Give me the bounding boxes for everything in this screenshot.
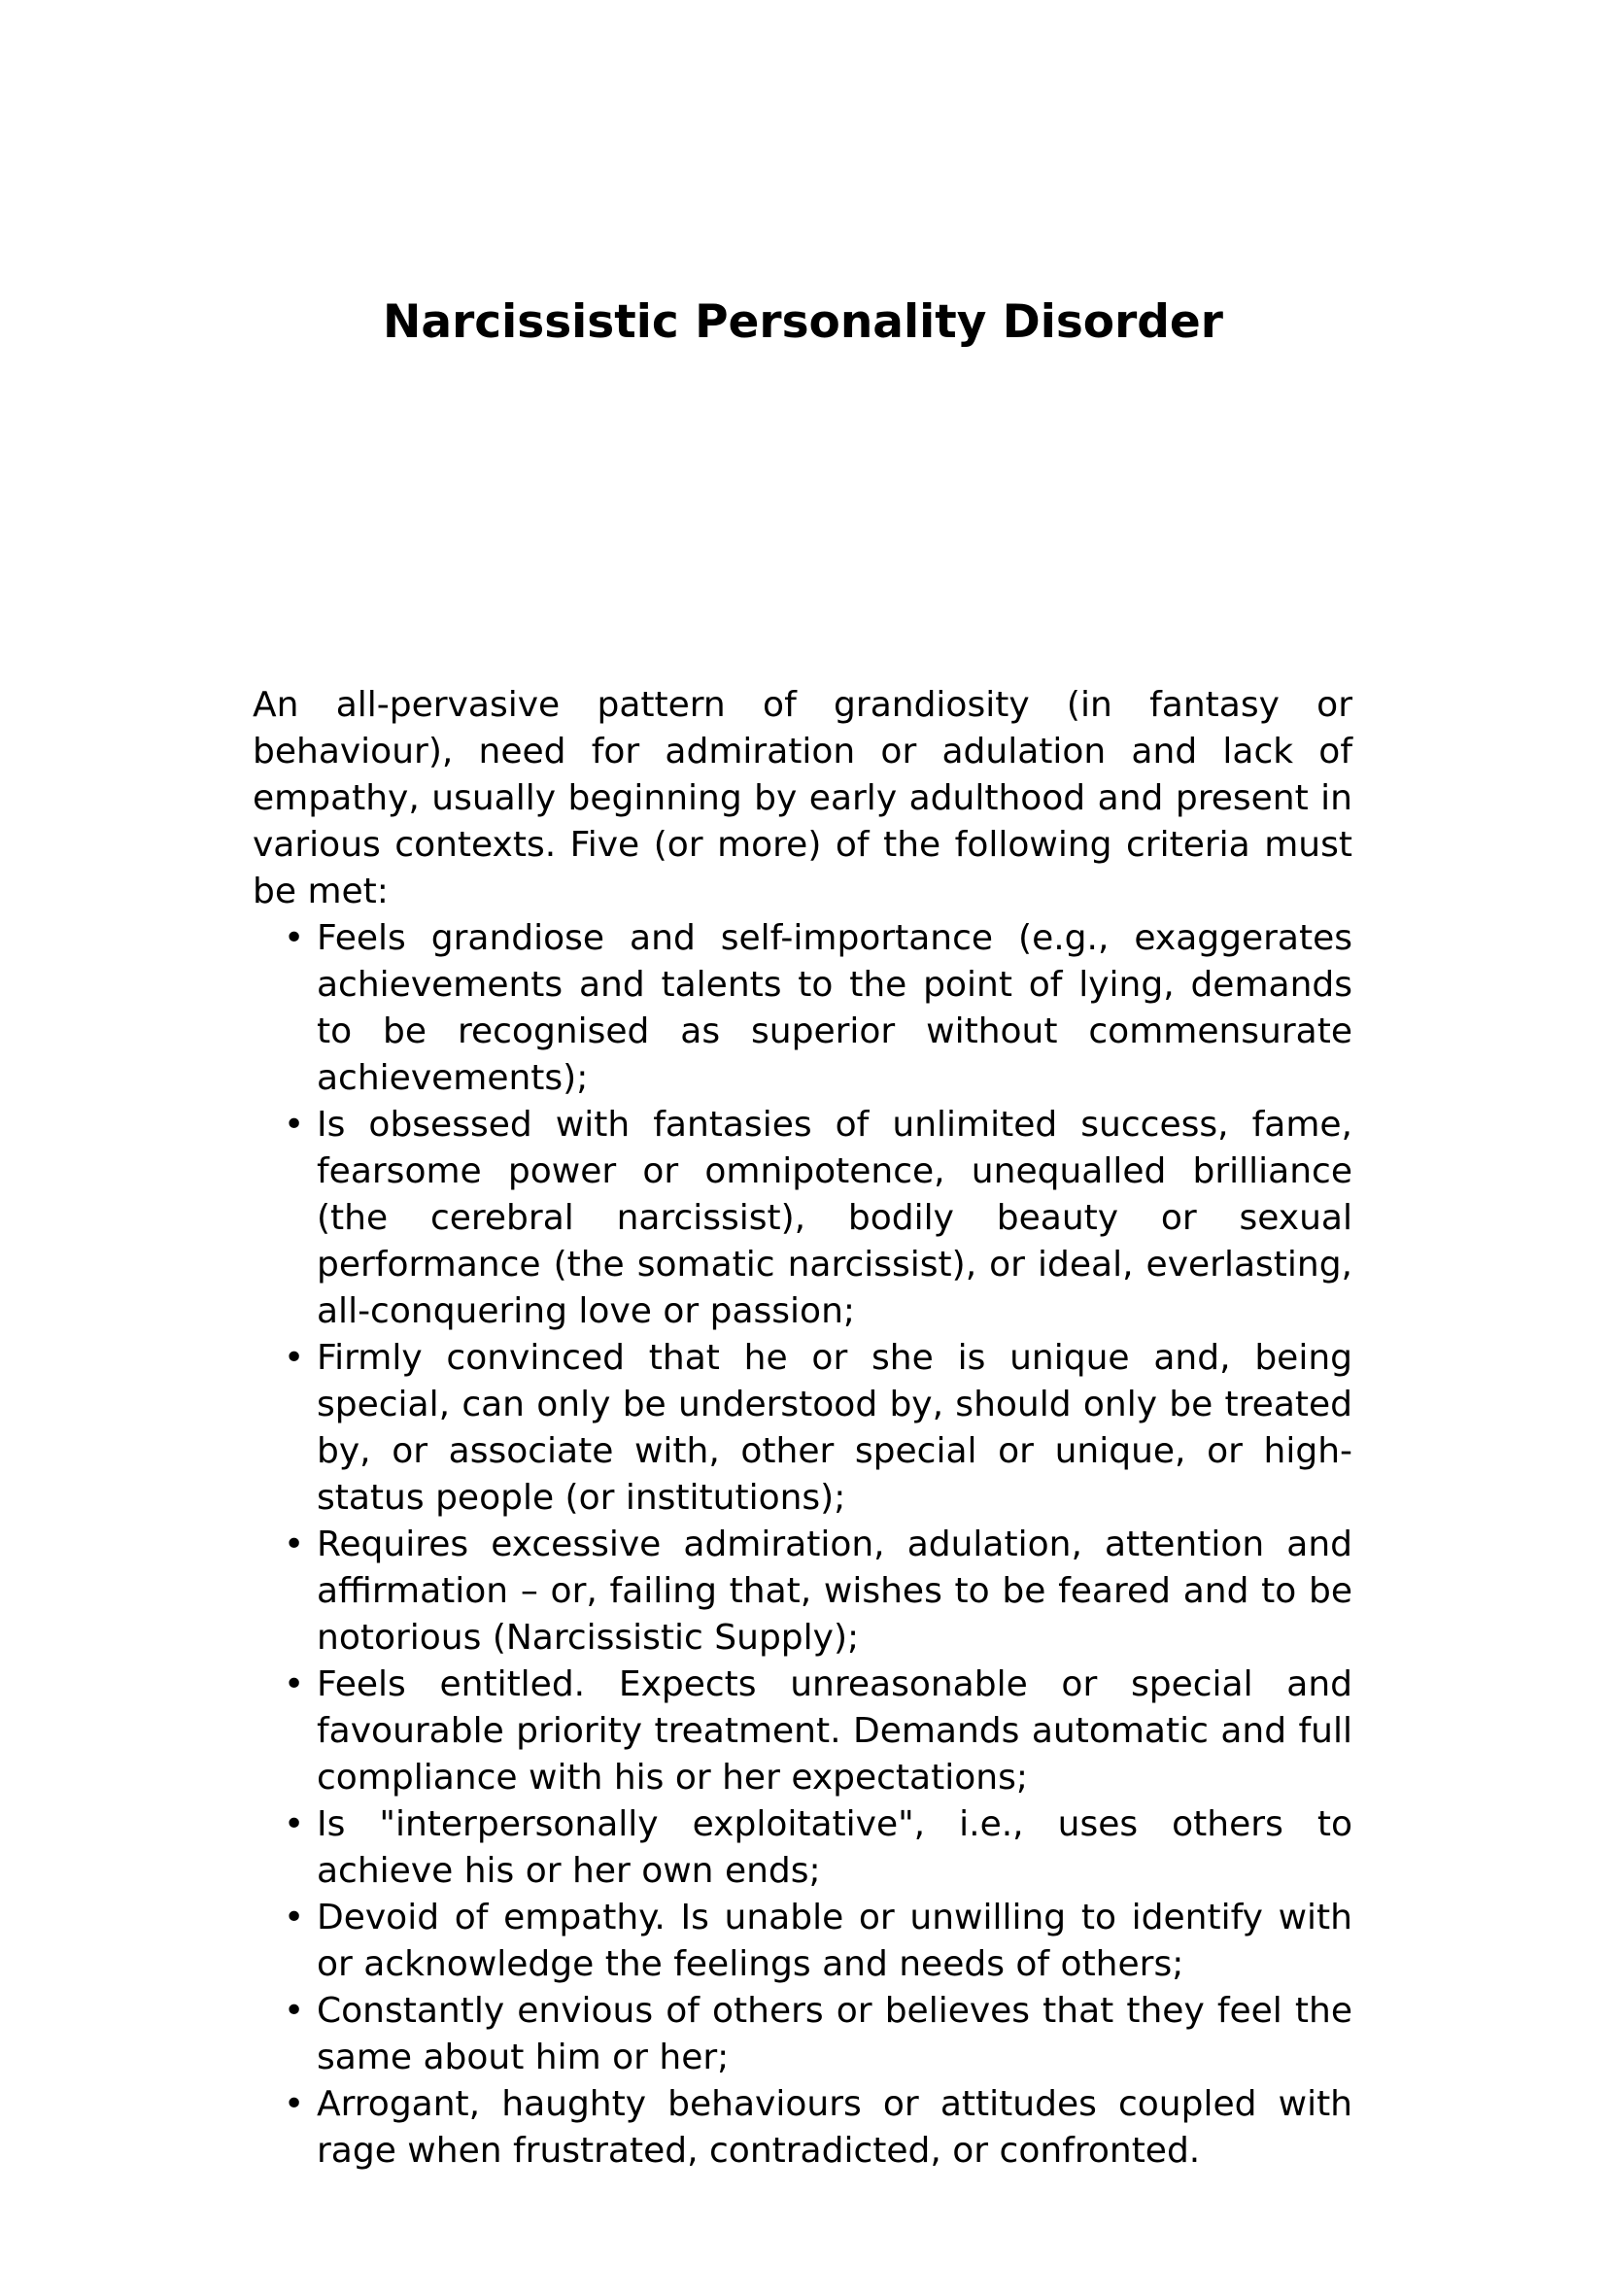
criterion-text: Requires excessive admiration, adulation, attention and affirmation – or, failing that, wishes to be feared and to be notorious (Narcissistic Supply);	[317, 1525, 1352, 1658]
list-item	[253, 2081, 1352, 2175]
list-item	[253, 1662, 1352, 1801]
criterion-text: Is obsessed with fantasies of unlimited success, fame, fearsome power or omnipotence, unequalled brilliance (the cerebral narcissist), bodily beauty or sexual performance (the somatic narcissist), or ideal, everlasting, all-conquering love or passion;	[317, 1105, 1352, 1331]
document-body	[253, 682, 1352, 2175]
bullet-icon: •	[284, 1338, 305, 1378]
list-item	[253, 915, 1352, 1102]
bullet-icon: •	[284, 2084, 305, 2124]
criterion-text: Feels entitled. Expects unreasonable or special and favourable priority treatment. Demands automatic and full compliance with his or her expectations;	[317, 1664, 1352, 1798]
list-item	[253, 1988, 1352, 2081]
bullet-icon: •	[284, 1991, 305, 2031]
list-item	[253, 1102, 1352, 1335]
bullet-icon: •	[284, 1525, 305, 1564]
list-item	[253, 1335, 1352, 1522]
bullet-icon: •	[284, 918, 305, 958]
criterion-text: Constantly envious of others or believes that they feel the same about him or her;	[317, 1991, 1352, 2077]
list-item	[253, 1522, 1352, 1662]
bullet-icon: •	[284, 1664, 305, 1704]
criterion-text: Devoid of empathy. Is unable or unwilling to identify with or acknowledge the feelings and needs of others;	[317, 1898, 1352, 1984]
criteria-list	[253, 915, 1352, 2175]
criterion-text: Feels grandiose and self-importance (e.g., exaggerates achievements and talents to the point of lying, demands to be recognised as superior without commensurate achievements);	[317, 918, 1352, 1098]
criterion-text: Is "interpersonally exploitative", i.e., uses others to achieve his or her own ends;	[317, 1804, 1352, 1891]
list-item	[253, 1801, 1352, 1895]
bullet-icon: •	[284, 1804, 305, 1844]
criterion-text: Arrogant, haughty behaviours or attitudes coupled with rage when frustrated, contradicted, or confronted.	[317, 2084, 1352, 2171]
intro-paragraph: An all-pervasive pattern of grandiosity (in fantasy or behaviour), need for admiration or adulation and lack of empathy, usually beginning by early adulthood and present in various contexts. Five (or more) of the following criteria must be met:	[253, 685, 1352, 911]
page-title: Narcissistic Personality Disorder	[383, 295, 1223, 349]
bullet-icon: •	[284, 1898, 305, 1937]
list-item	[253, 1895, 1352, 1988]
criterion-text: Firmly convinced that he or she is unique and, being special, can only be understood by, should only be treated by, or associate with, other special or unique, or high-status people (or institutions);	[317, 1338, 1352, 1518]
bullet-icon: •	[284, 1105, 305, 1145]
